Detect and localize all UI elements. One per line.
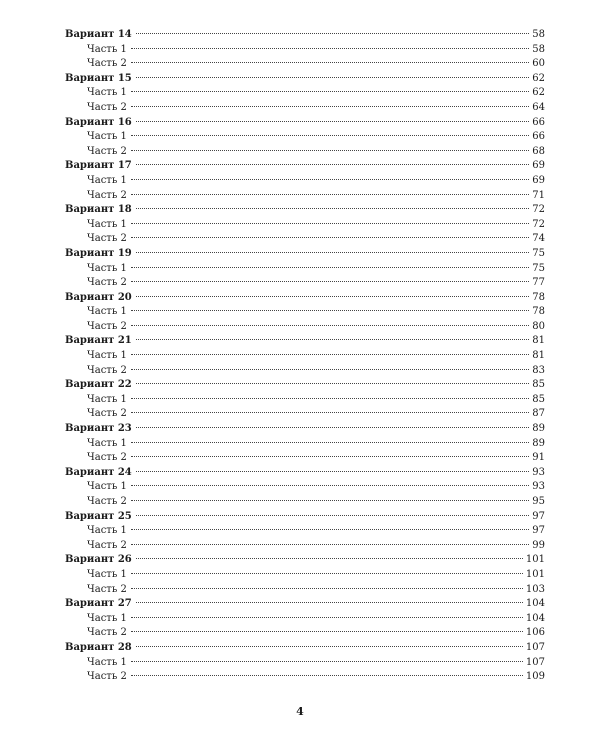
dot-leader [131, 223, 529, 224]
dot-leader [136, 296, 530, 297]
toc-entry-page: 78 [532, 291, 545, 303]
toc-variant-row [65, 510, 545, 525]
dot-leader [131, 529, 529, 530]
toc-part-row [65, 568, 545, 583]
toc-part-row [65, 43, 545, 58]
toc-entry-page: 77 [532, 277, 545, 289]
toc-entry-page: 85 [532, 393, 545, 405]
toc-entry-page: 66 [532, 131, 545, 143]
toc-entry-page: 72 [532, 204, 545, 216]
toc-entry-page: 68 [532, 145, 545, 157]
toc-entry-page: 81 [532, 335, 545, 347]
toc-variant-group [65, 334, 545, 378]
toc-entry-title: Часть 2 [87, 496, 127, 507]
dot-leader [131, 281, 529, 282]
toc-part-row [65, 480, 545, 495]
dot-leader [136, 208, 530, 209]
toc-entry-title: Часть 2 [87, 583, 127, 595]
toc-entry-page: 58 [532, 43, 545, 55]
toc-entry-page: 104 [525, 598, 545, 610]
toc-entry-page: 85 [532, 379, 545, 391]
toc-entry-page: 93 [532, 466, 545, 478]
dot-leader [131, 106, 529, 107]
dot-leader [131, 194, 529, 195]
toc-entry-page: 97 [532, 525, 545, 537]
toc-variant-group [65, 553, 545, 597]
toc-variant-row [65, 597, 545, 612]
toc-entry-page: 74 [532, 233, 545, 245]
toc-entry-title: Часть 2 [87, 408, 127, 420]
toc-variant-row [65, 203, 545, 218]
dot-leader [131, 442, 529, 443]
dot-leader [131, 48, 529, 49]
toc-part-row [65, 305, 545, 320]
dot-leader [136, 77, 530, 78]
toc-entry-title: Вариант 28 [65, 641, 132, 653]
toc-entry-title: Вариант 15 [65, 72, 132, 84]
dot-leader [131, 485, 529, 486]
dot-leader [131, 310, 529, 311]
toc-entry-title: Вариант 20 [65, 291, 132, 303]
toc-entry-title: Вариант 26 [65, 554, 132, 566]
toc-variant-row [65, 466, 545, 481]
toc-entry-title: Часть 2 [87, 145, 127, 157]
dot-leader [131, 588, 523, 589]
toc-entry-page: 75 [532, 247, 545, 259]
toc-entry-title: Вариант 17 [65, 160, 132, 172]
dot-leader [131, 500, 529, 501]
toc-part-row [65, 232, 545, 247]
toc-part-row [65, 626, 545, 641]
toc-variant-group [65, 378, 545, 422]
toc-variant-row [65, 159, 545, 174]
toc-part-row [65, 524, 545, 539]
toc-part-row [65, 57, 545, 72]
toc-entry-page: 78 [532, 306, 545, 318]
toc-entry-title: Часть 2 [87, 277, 127, 289]
toc-entry-page: 62 [532, 87, 545, 99]
toc-entry-title: Часть 1 [87, 568, 127, 580]
toc-variant-group [65, 422, 545, 466]
toc-variant-group [65, 641, 545, 685]
toc-variant-row [65, 422, 545, 437]
toc-part-row [65, 670, 545, 685]
toc-entry-title: Часть 1 [87, 350, 127, 362]
toc-entry-title: Часть 1 [87, 481, 127, 493]
dot-leader [131, 62, 529, 63]
toc-part-row [65, 349, 545, 364]
toc-entry-page: 75 [532, 262, 545, 274]
dot-leader [131, 91, 529, 92]
dot-leader [131, 237, 529, 238]
toc-entry-title: Вариант 18 [65, 204, 132, 216]
toc-variant-row [65, 553, 545, 568]
dot-leader [131, 675, 523, 676]
toc-entry-title: Часть 1 [87, 43, 127, 55]
toc-variant-group [65, 247, 545, 291]
toc-entry-title: Вариант 19 [65, 247, 132, 259]
toc-entry-title: Вариант 25 [65, 510, 132, 522]
toc-entry-title: Часть 1 [87, 656, 127, 668]
dot-leader [136, 33, 530, 34]
toc-entry-page: 62 [532, 72, 545, 84]
toc-entry-page: 89 [532, 437, 545, 449]
toc-variant-group [65, 597, 545, 641]
toc-entry-page: 104 [525, 612, 545, 624]
dot-leader [136, 646, 523, 647]
toc-part-row [65, 656, 545, 671]
toc-entry-title: Часть 1 [87, 131, 127, 143]
toc-variant-group [65, 203, 545, 247]
toc-part-row [65, 495, 545, 510]
toc-variant-row [65, 116, 545, 131]
toc-variant-row [65, 291, 545, 306]
toc-variant-row [65, 247, 545, 262]
toc-variant-group [65, 159, 545, 203]
toc-entry-title: Вариант 24 [65, 466, 132, 478]
dot-leader [131, 661, 523, 662]
toc-variant-row [65, 334, 545, 349]
toc-entry-page: 80 [532, 320, 545, 332]
toc-part-row [65, 218, 545, 233]
toc-entry-page: 109 [525, 671, 545, 683]
toc-entry-page: 107 [525, 656, 545, 668]
toc-entry-page: 87 [532, 408, 545, 420]
toc-entry-title: Часть 1 [87, 87, 127, 99]
toc-entry-title: Вариант 23 [65, 423, 132, 435]
toc-variant-row [65, 72, 545, 87]
toc-part-row [65, 364, 545, 379]
toc-entry-page: 66 [532, 116, 545, 128]
toc-entry-title: Вариант 22 [65, 379, 132, 391]
dot-leader [131, 179, 529, 180]
toc-part-row [65, 320, 545, 335]
toc-entry-page: 101 [525, 568, 545, 580]
toc-entry-title: Часть 2 [87, 452, 127, 464]
toc-part-row [65, 583, 545, 598]
table-of-contents [65, 28, 545, 685]
toc-entry-title: Часть 1 [87, 612, 127, 624]
dot-leader [136, 471, 530, 472]
toc-entry-page: 91 [532, 452, 545, 464]
toc-entry-title: Часть 2 [87, 58, 127, 70]
dot-leader [131, 617, 523, 618]
toc-entry-title: Часть 1 [87, 174, 127, 186]
toc-entry-page: 97 [532, 510, 545, 522]
toc-entry-title: Часть 2 [87, 101, 127, 113]
dot-leader [136, 558, 523, 559]
toc-entry-title: Часть 2 [87, 671, 127, 683]
toc-entry-title: Вариант 14 [65, 29, 132, 40]
toc-part-row [65, 451, 545, 466]
toc-part-row [65, 130, 545, 145]
dot-leader [136, 427, 530, 428]
toc-entry-page: 93 [532, 481, 545, 493]
toc-entry-title: Часть 2 [87, 320, 127, 332]
dot-leader [136, 602, 523, 603]
dot-leader [131, 456, 529, 457]
toc-entry-title: Часть 2 [87, 189, 127, 201]
toc-entry-title: Вариант 21 [65, 335, 132, 347]
toc-part-row [65, 101, 545, 116]
toc-variant-group [65, 116, 545, 160]
toc-variant-row [65, 28, 545, 43]
toc-variant-row [65, 378, 545, 393]
toc-entry-page: 103 [525, 583, 545, 595]
dot-leader [136, 252, 530, 253]
toc-entry-title: Часть 2 [87, 364, 127, 376]
toc-entry-title: Часть 2 [87, 627, 127, 639]
page-number: 4 [296, 705, 304, 718]
toc-entry-page: 89 [532, 423, 545, 435]
dot-leader [131, 354, 529, 355]
toc-part-row [65, 86, 545, 101]
dot-leader [136, 164, 530, 165]
dot-leader [131, 325, 529, 326]
toc-entry-title: Часть 1 [87, 393, 127, 405]
toc-entry-page: 95 [532, 496, 545, 507]
toc-entry-title: Часть 1 [87, 525, 127, 537]
toc-entry-title: Часть 1 [87, 218, 127, 230]
toc-variant-group [65, 466, 545, 510]
toc-entry-page: 69 [532, 174, 545, 186]
toc-entry-title: Часть 2 [87, 233, 127, 245]
toc-part-row [65, 174, 545, 189]
dot-leader [131, 544, 529, 545]
dot-leader [131, 412, 529, 413]
toc-entry-page: 81 [532, 350, 545, 362]
dot-leader [131, 267, 529, 268]
toc-variant-row [65, 641, 545, 656]
toc-variant-group [65, 291, 545, 335]
toc-part-row [65, 393, 545, 408]
dot-leader [131, 631, 523, 632]
toc-part-row [65, 262, 545, 277]
toc-entry-title: Вариант 27 [65, 598, 132, 610]
toc-variant-group [65, 72, 545, 116]
toc-entry-page: 58 [532, 29, 545, 40]
toc-part-row [65, 612, 545, 627]
toc-entry-page: 72 [532, 218, 545, 230]
dot-leader [136, 515, 530, 516]
dot-leader [131, 369, 529, 370]
toc-part-row [65, 145, 545, 160]
toc-entry-page: 101 [525, 554, 545, 566]
toc-part-row [65, 189, 545, 204]
dot-leader [131, 135, 529, 136]
toc-entry-title: Часть 2 [87, 539, 127, 551]
toc-part-row [65, 407, 545, 422]
dot-leader [136, 383, 530, 384]
toc-part-row [65, 539, 545, 554]
toc-part-row [65, 437, 545, 452]
toc-entry-page: 60 [532, 58, 545, 70]
dot-leader [131, 398, 529, 399]
toc-entry-page: 99 [532, 539, 545, 551]
toc-variant-group [65, 510, 545, 554]
toc-entry-title: Часть 1 [87, 262, 127, 274]
toc-entry-title: Часть 1 [87, 437, 127, 449]
toc-entry-page: 106 [525, 627, 545, 639]
toc-entry-title: Вариант 16 [65, 116, 132, 128]
dot-leader [136, 121, 530, 122]
toc-entry-page: 64 [532, 101, 545, 113]
toc-part-row [65, 276, 545, 291]
toc-entry-title: Часть 1 [87, 306, 127, 318]
toc-entry-page: 83 [532, 364, 545, 376]
dot-leader [131, 573, 523, 574]
toc-entry-page: 69 [532, 160, 545, 172]
dot-leader [136, 339, 530, 340]
dot-leader [131, 150, 529, 151]
toc-entry-page: 107 [525, 641, 545, 653]
toc-entry-page: 71 [532, 189, 545, 201]
toc-variant-group [65, 28, 545, 72]
